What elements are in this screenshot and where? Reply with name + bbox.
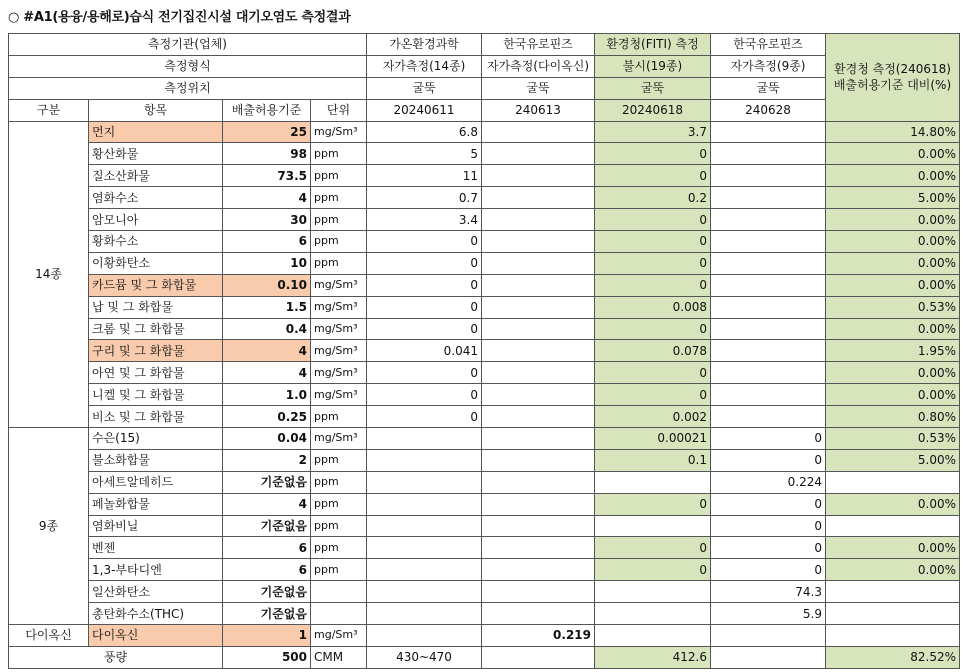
- percent-of-limit: 0.00%: [826, 362, 960, 384]
- value-agency-4: [711, 625, 826, 647]
- value-agency-2: [482, 406, 595, 428]
- percent-of-limit: 0.00%: [826, 252, 960, 274]
- limit-value: 2: [223, 449, 311, 471]
- value-agency-4: 74.3: [711, 581, 826, 603]
- item-name: 먼지: [89, 121, 223, 143]
- header-location-label: 측정위치: [9, 77, 367, 99]
- unit-value: ppm: [311, 165, 367, 187]
- value-agency-3: 0: [595, 252, 711, 274]
- item-name: 아연 및 그 화합물: [89, 362, 223, 384]
- value-agency-1: 0: [367, 384, 482, 406]
- value-agency-3: 0.1: [595, 449, 711, 471]
- col-limit: 배출허용기준: [223, 99, 311, 121]
- summary-header: [826, 34, 960, 122]
- value-agency-4: [711, 296, 826, 318]
- value-agency-2: [482, 231, 595, 253]
- unit-value: ppm: [311, 209, 367, 231]
- agency-3-org: 환경청(FITI) 측정: [595, 34, 711, 56]
- limit-value: 98: [223, 143, 311, 165]
- flow-agency-4: [711, 646, 826, 668]
- item-name: 질소산화물: [89, 165, 223, 187]
- value-agency-4: [711, 362, 826, 384]
- item-name: 황화수소: [89, 231, 223, 253]
- value-agency-4: [711, 143, 826, 165]
- value-agency-1: [367, 493, 482, 515]
- item-name: 불소화합물: [89, 449, 223, 471]
- header-row-type: [9, 55, 960, 77]
- table-row: [9, 209, 960, 231]
- limit-value: 6: [223, 537, 311, 559]
- limit-value: 1.0: [223, 384, 311, 406]
- value-agency-2: [482, 559, 595, 581]
- agency-4-type: 자가측정(9종): [711, 55, 826, 77]
- value-agency-3: 0.00021: [595, 428, 711, 450]
- item-name: 염화비닐: [89, 515, 223, 537]
- agency-3-date: 20240618: [595, 99, 711, 121]
- agency-4-org: 한국유로핀즈: [711, 34, 826, 56]
- unit-value: ppm: [311, 559, 367, 581]
- value-agency-3: 0: [595, 493, 711, 515]
- agency-3-type: 불시(19종): [595, 55, 711, 77]
- flow-agency-1: 430~470: [367, 646, 482, 668]
- agency-2-date: 240613: [482, 99, 595, 121]
- table-row: [9, 406, 960, 428]
- unit-value: ppm: [311, 406, 367, 428]
- value-agency-1: 0: [367, 296, 482, 318]
- value-agency-4: [711, 406, 826, 428]
- item-name: 니켈 및 그 화합물: [89, 384, 223, 406]
- table-row: [9, 384, 960, 406]
- value-agency-1: 11: [367, 165, 482, 187]
- value-agency-3: 0: [595, 537, 711, 559]
- value-agency-2: [482, 252, 595, 274]
- item-name: 일산화탄소: [89, 581, 223, 603]
- value-agency-3: 0: [595, 384, 711, 406]
- value-agency-4: [711, 187, 826, 209]
- percent-of-limit: 0.00%: [826, 143, 960, 165]
- agency-1-location: 굴뚝: [367, 77, 482, 99]
- col-item: 항목: [89, 99, 223, 121]
- item-name: 총탄화수소(THC): [89, 603, 223, 625]
- value-agency-4: [711, 165, 826, 187]
- unit-value: [311, 603, 367, 625]
- limit-value: 0.10: [223, 274, 311, 296]
- summary-header-line1: 환경청 측정(240618): [834, 62, 951, 77]
- percent-of-limit: [826, 471, 960, 493]
- unit-value: ppm: [311, 231, 367, 253]
- unit-value: [311, 581, 367, 603]
- unit-value: ppm: [311, 493, 367, 515]
- value-agency-1: [367, 537, 482, 559]
- percent-of-limit: 0.00%: [826, 274, 960, 296]
- value-agency-2: [482, 340, 595, 362]
- value-agency-1: 0: [367, 252, 482, 274]
- limit-value: 기준없음: [223, 515, 311, 537]
- value-agency-4: 0: [711, 449, 826, 471]
- item-name: 염화수소: [89, 187, 223, 209]
- agency-4-location: 굴뚝: [711, 77, 826, 99]
- percent-of-limit: 14.80%: [826, 121, 960, 143]
- value-agency-2: [482, 143, 595, 165]
- table-row: [9, 625, 960, 647]
- value-agency-1: [367, 449, 482, 471]
- value-agency-1: 0: [367, 274, 482, 296]
- value-agency-2: [482, 449, 595, 471]
- table-row: [9, 296, 960, 318]
- limit-value: 4: [223, 362, 311, 384]
- value-agency-4: 0: [711, 537, 826, 559]
- value-agency-2: [482, 603, 595, 625]
- flow-unit: CMM: [311, 646, 367, 668]
- value-agency-2: [482, 537, 595, 559]
- value-agency-3: 0.2: [595, 187, 711, 209]
- value-agency-4: [711, 340, 826, 362]
- unit-value: mg/Sm³: [311, 318, 367, 340]
- value-agency-4: [711, 121, 826, 143]
- table-row: [9, 493, 960, 515]
- limit-value: 6: [223, 559, 311, 581]
- table-row: [9, 471, 960, 493]
- value-agency-4: 0: [711, 559, 826, 581]
- agency-2-location: 굴뚝: [482, 77, 595, 99]
- limit-value: 25: [223, 121, 311, 143]
- unit-value: mg/Sm³: [311, 428, 367, 450]
- limit-value: 4: [223, 493, 311, 515]
- value-agency-3: 0.078: [595, 340, 711, 362]
- value-agency-2: [482, 121, 595, 143]
- value-agency-3: 0: [595, 318, 711, 340]
- value-agency-4: [711, 384, 826, 406]
- flow-agency-2: [482, 646, 595, 668]
- percent-of-limit: 0.00%: [826, 209, 960, 231]
- unit-value: mg/Sm³: [311, 121, 367, 143]
- item-name: 다이옥신: [89, 625, 223, 647]
- value-agency-4: [711, 318, 826, 340]
- percent-of-limit: [826, 625, 960, 647]
- value-agency-3: 0.008: [595, 296, 711, 318]
- value-agency-2: [482, 515, 595, 537]
- percent-of-limit: 0.53%: [826, 296, 960, 318]
- unit-value: ppm: [311, 143, 367, 165]
- table-row: [9, 143, 960, 165]
- unit-value: ppm: [311, 252, 367, 274]
- item-name: 황산화물: [89, 143, 223, 165]
- value-agency-1: [367, 428, 482, 450]
- unit-value: mg/Sm³: [311, 625, 367, 647]
- value-agency-4: [711, 252, 826, 274]
- summary-header-line2: 배출허용기준 대비(%): [833, 78, 952, 93]
- item-name: 1,3-부타디엔: [89, 559, 223, 581]
- value-agency-4: 0: [711, 493, 826, 515]
- limit-value: 기준없음: [223, 581, 311, 603]
- value-agency-2: [482, 428, 595, 450]
- flow-percent: 82.52%: [826, 646, 960, 668]
- table-row: [9, 428, 960, 450]
- header-row-agency: [9, 34, 960, 56]
- value-agency-4: [711, 274, 826, 296]
- percent-of-limit: 5.00%: [826, 187, 960, 209]
- value-agency-1: 0.7: [367, 187, 482, 209]
- value-agency-2: 0.219: [482, 625, 595, 647]
- unit-value: ppm: [311, 515, 367, 537]
- limit-value: 기준없음: [223, 603, 311, 625]
- table-row: [9, 187, 960, 209]
- agency-1-date: 20240611: [367, 99, 482, 121]
- value-agency-3: 3.7: [595, 121, 711, 143]
- value-agency-4: 0.224: [711, 471, 826, 493]
- flow-label: 풍량: [9, 646, 223, 668]
- item-name: 크롬 및 그 화합물: [89, 318, 223, 340]
- value-agency-3: [595, 603, 711, 625]
- percent-of-limit: 0.00%: [826, 165, 960, 187]
- percent-of-limit: 0.00%: [826, 537, 960, 559]
- value-agency-1: 5: [367, 143, 482, 165]
- unit-value: ppm: [311, 449, 367, 471]
- value-agency-3: [595, 471, 711, 493]
- table-row: [9, 121, 960, 143]
- value-agency-1: 3.4: [367, 209, 482, 231]
- agency-1-type: 자가측정(14종): [367, 55, 482, 77]
- limit-value: 1.5: [223, 296, 311, 318]
- value-agency-1: 0: [367, 318, 482, 340]
- item-name: 암모니아: [89, 209, 223, 231]
- value-agency-3: [595, 515, 711, 537]
- agency-1-org: 가온환경과학: [367, 34, 482, 56]
- limit-value: 0.04: [223, 428, 311, 450]
- value-agency-1: [367, 559, 482, 581]
- table-row: [9, 318, 960, 340]
- table-row: [9, 581, 960, 603]
- agency-2-org: 한국유로핀즈: [482, 34, 595, 56]
- value-agency-4: 5.9: [711, 603, 826, 625]
- value-agency-2: [482, 209, 595, 231]
- value-agency-3: 0: [595, 559, 711, 581]
- flow-agency-3: 412.6: [595, 646, 711, 668]
- header-row-location: [9, 77, 960, 99]
- limit-value: 1: [223, 625, 311, 647]
- agency-2-type: 자가측정(다이옥신): [482, 55, 595, 77]
- value-agency-2: [482, 384, 595, 406]
- item-name: 페놀화합물: [89, 493, 223, 515]
- percent-of-limit: 0.00%: [826, 559, 960, 581]
- value-agency-1: [367, 471, 482, 493]
- item-name: 비소 및 그 화합물: [89, 406, 223, 428]
- table-row: [9, 559, 960, 581]
- table-row: [9, 231, 960, 253]
- percent-of-limit: [826, 603, 960, 625]
- limit-value: 73.5: [223, 165, 311, 187]
- value-agency-3: 0: [595, 209, 711, 231]
- value-agency-2: [482, 581, 595, 603]
- item-name: 수은(15): [89, 428, 223, 450]
- value-agency-3: [595, 625, 711, 647]
- percent-of-limit: 0.80%: [826, 406, 960, 428]
- limit-value: 30: [223, 209, 311, 231]
- value-agency-2: [482, 165, 595, 187]
- flow-limit: 500: [223, 646, 311, 668]
- value-agency-4: [711, 209, 826, 231]
- value-agency-4: [711, 231, 826, 253]
- table-row: [9, 449, 960, 471]
- value-agency-1: [367, 603, 482, 625]
- value-agency-3: 0: [595, 274, 711, 296]
- item-name: 벤젠: [89, 537, 223, 559]
- unit-value: ppm: [311, 537, 367, 559]
- percent-of-limit: 0.00%: [826, 493, 960, 515]
- value-agency-3: 0: [595, 362, 711, 384]
- limit-value: 기준없음: [223, 471, 311, 493]
- table-row: [9, 274, 960, 296]
- item-name: 이황화탄소: [89, 252, 223, 274]
- value-agency-2: [482, 296, 595, 318]
- group-label-14: 14종: [9, 121, 89, 427]
- limit-value: 6: [223, 231, 311, 253]
- value-agency-2: [482, 318, 595, 340]
- table-row-flow: [9, 646, 960, 668]
- value-agency-1: 0: [367, 406, 482, 428]
- percent-of-limit: [826, 581, 960, 603]
- value-agency-2: [482, 187, 595, 209]
- value-agency-1: [367, 625, 482, 647]
- percent-of-limit: 0.53%: [826, 428, 960, 450]
- table-row: [9, 165, 960, 187]
- header-row-columns: [9, 99, 960, 121]
- unit-value: mg/Sm³: [311, 340, 367, 362]
- group-label-dioxin: 다이옥신: [9, 625, 89, 647]
- value-agency-3: 0: [595, 165, 711, 187]
- header-agency-label: 측정기관(업체): [9, 34, 367, 56]
- unit-value: mg/Sm³: [311, 384, 367, 406]
- table-row: [9, 252, 960, 274]
- percent-of-limit: 0.00%: [826, 384, 960, 406]
- value-agency-1: [367, 515, 482, 537]
- value-agency-1: 0.041: [367, 340, 482, 362]
- col-gubun: 구분: [9, 99, 89, 121]
- unit-value: mg/Sm³: [311, 296, 367, 318]
- value-agency-3: [595, 581, 711, 603]
- unit-value: ppm: [311, 471, 367, 493]
- item-name: 아세트알데히드: [89, 471, 223, 493]
- group-label-9: 9종: [9, 428, 89, 625]
- page-title: ○ #A1(용융/용해로)습식 전기집진시설 대기오염도 측정결과: [8, 10, 351, 25]
- limit-value: 4: [223, 187, 311, 209]
- table-row: [9, 603, 960, 625]
- percent-of-limit: 5.00%: [826, 449, 960, 471]
- limit-value: 4: [223, 340, 311, 362]
- value-agency-1: 6.8: [367, 121, 482, 143]
- table-row: [9, 537, 960, 559]
- agency-3-location: 굴뚝: [595, 77, 711, 99]
- value-agency-3: 0.002: [595, 406, 711, 428]
- percent-of-limit: 1.95%: [826, 340, 960, 362]
- percent-of-limit: 0.00%: [826, 318, 960, 340]
- limit-value: 10: [223, 252, 311, 274]
- unit-value: mg/Sm³: [311, 362, 367, 384]
- measurement-table: [8, 33, 960, 669]
- value-agency-4: 0: [711, 428, 826, 450]
- value-agency-3: 0: [595, 143, 711, 165]
- value-agency-2: [482, 493, 595, 515]
- item-name: 납 및 그 화합물: [89, 296, 223, 318]
- value-agency-2: [482, 471, 595, 493]
- value-agency-2: [482, 362, 595, 384]
- table-row: [9, 340, 960, 362]
- value-agency-4: 0: [711, 515, 826, 537]
- limit-value: 0.4: [223, 318, 311, 340]
- value-agency-3: 0: [595, 231, 711, 253]
- value-agency-2: [482, 274, 595, 296]
- percent-of-limit: 0.00%: [826, 231, 960, 253]
- table-row: [9, 515, 960, 537]
- header-type-label: 측정형식: [9, 55, 367, 77]
- item-name: 구리 및 그 화합물: [89, 340, 223, 362]
- item-name: 카드뮴 및 그 화합물: [89, 274, 223, 296]
- value-agency-1: [367, 581, 482, 603]
- agency-4-date: 240628: [711, 99, 826, 121]
- percent-of-limit: [826, 515, 960, 537]
- limit-value: 0.25: [223, 406, 311, 428]
- col-unit: 단위: [311, 99, 367, 121]
- unit-value: mg/Sm³: [311, 274, 367, 296]
- value-agency-1: 0: [367, 231, 482, 253]
- table-row: [9, 362, 960, 384]
- unit-value: ppm: [311, 187, 367, 209]
- value-agency-1: 0: [367, 362, 482, 384]
